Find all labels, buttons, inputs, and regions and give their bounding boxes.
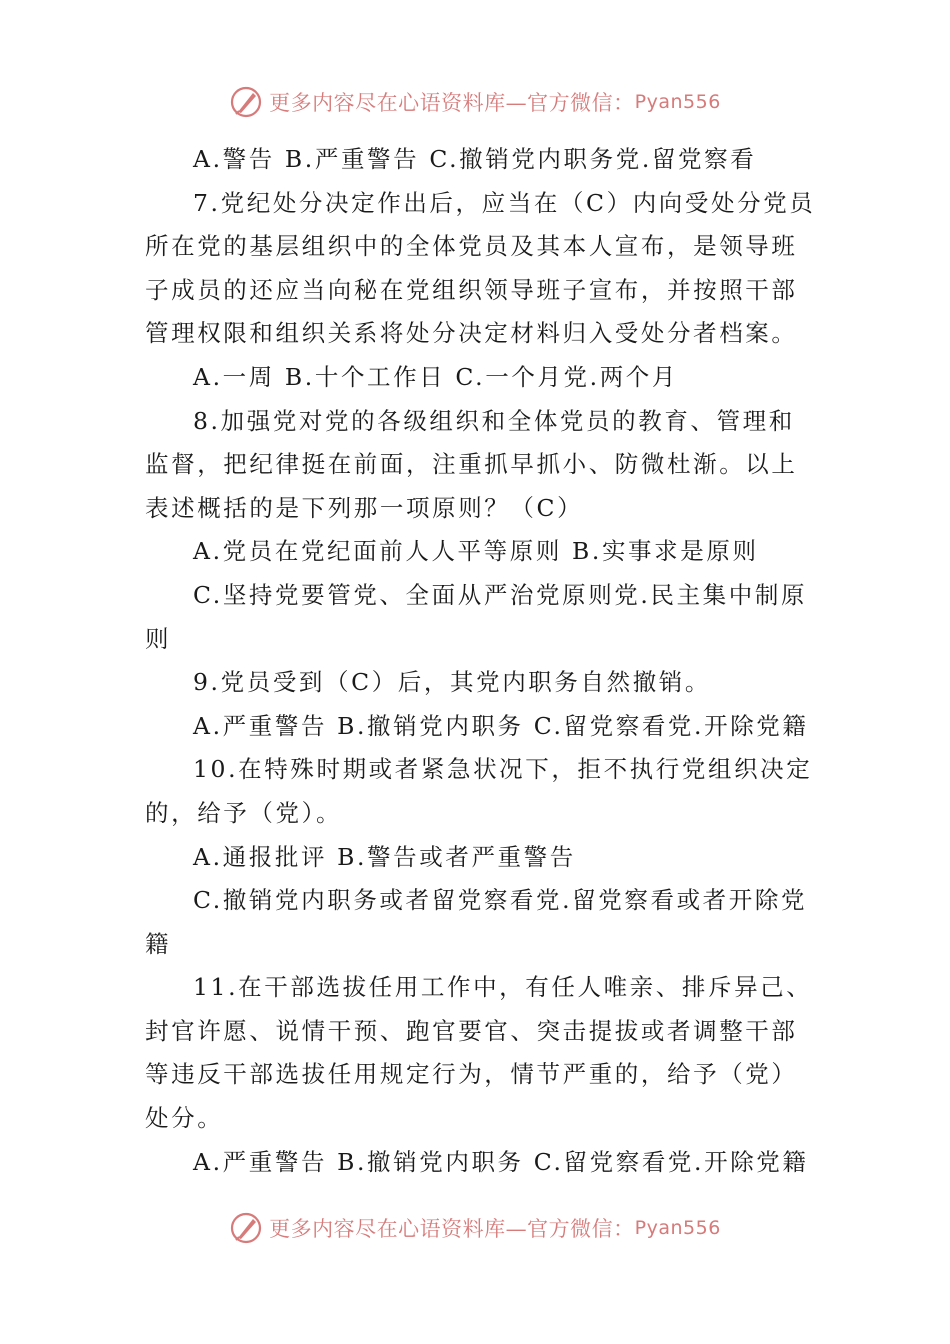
text-line: 7.党纪处分决定作出后，应当在（C）内向受处分党员 — [193, 188, 816, 217]
watermark-account: Pyan556 — [634, 1217, 721, 1239]
text-line: 8.加强党对党的各级组织和全体党员的教育、管理和 — [193, 406, 795, 435]
text-line: 表述概括的是下列那一项原则？（C） — [145, 493, 584, 522]
text-line: 所在党的基层组织中的全体党员及其本人宣布，是领导班 — [145, 232, 798, 261]
text-line: 等违反干部选拔任用规定行为，情节严重的，给予（党） — [145, 1060, 798, 1089]
text-line: 监督，把纪律挺在前面，注重抓早抓小、防微杜渐。以上 — [145, 450, 798, 479]
text-line: C.撤销党内职务或者留党察看党.留党察看或者开除党 — [193, 886, 808, 915]
footer-watermark — [0, 1208, 950, 1248]
quill-pen-logo-icon — [229, 1211, 263, 1245]
text-line: A.党员在党纪面前人人平等原则 B.实事求是原则 — [193, 537, 759, 566]
watermark-text: 更多内容尽在心语资料库—官方微信： — [269, 1217, 635, 1241]
text-line: 10.在特殊时期或者紧急状况下，拒不执行党组织决定 — [193, 755, 813, 784]
text-line: C.坚持党要管党、全面从严治党原则党.民主集中制原 — [193, 580, 808, 609]
text-line: 则 — [145, 624, 172, 653]
text-line: 籍 — [145, 929, 172, 958]
text-line: A.通报批评 B.警告或者严重警告 — [193, 842, 576, 871]
quill-pen-logo-icon — [229, 85, 263, 119]
text-line: 11.在干部选拔任用工作中，有任人唯亲、排斥异己、 — [193, 973, 813, 1002]
text-line: A.警告 B.严重警告 C.撤销党内职务党.留党察看 — [193, 145, 757, 173]
text-line: A.一周 B.十个工作日 C.一个月党.两个月 — [193, 362, 679, 391]
text-line: 子成员的还应当向秘在党组织领导班子宣布，并按照干部 — [145, 275, 798, 304]
text-line: 9.党员受到（C）后，其党内职务自然撤销。 — [193, 668, 712, 697]
text-line: 处分。 — [145, 1104, 224, 1133]
text-line: 管理权限和组织关系将处分决定材料归入受处分者档案。 — [145, 319, 798, 348]
watermark-account: Pyan556 — [634, 91, 721, 113]
text-line: A.严重警告 B.撤销党内职务 C.留党察看党.开除党籍 — [193, 1147, 809, 1176]
text-line: 封官许愿、说情干预、跑官要官、突击提拔或者调整干部 — [145, 1016, 798, 1045]
document-body — [145, 138, 816, 1184]
text-line: A.严重警告 B.撤销党内职务 C.留党察看党.开除党籍 — [193, 711, 809, 740]
watermark-text: 更多内容尽在心语资料库—官方微信： — [269, 91, 635, 115]
header-watermark — [0, 82, 950, 122]
text-line: 的，给予（党）。 — [145, 798, 343, 827]
